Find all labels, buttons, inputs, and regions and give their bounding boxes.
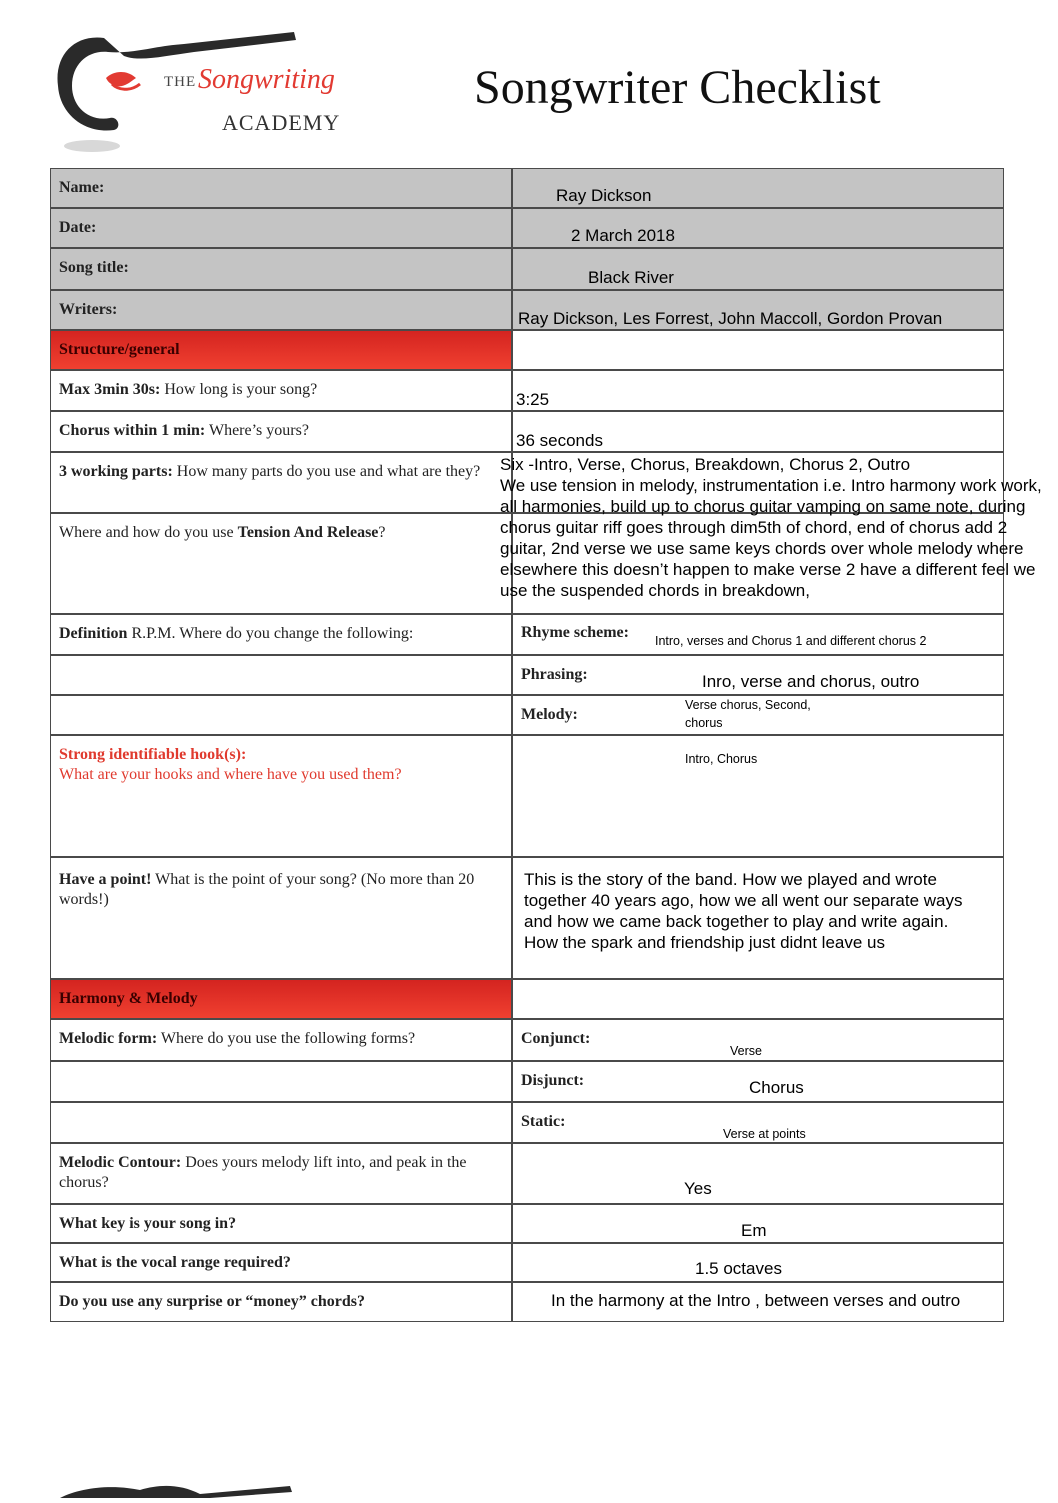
writers-value: Ray Dickson, Les Forrest, John Maccoll, Gordon Provan: [518, 309, 943, 328]
date-value: 2 March 2018: [571, 226, 675, 245]
song-title-value: Black River: [588, 268, 674, 287]
phrasing-value: Inro, verse and chorus, outro: [702, 672, 920, 691]
name-label: Name:: [59, 179, 105, 196]
melodic-contour-value: Yes: [684, 1179, 712, 1198]
tension-post: ?: [378, 524, 386, 541]
name-value: Ray Dickson: [556, 186, 652, 205]
vocal-range-label: What is the vocal range required?: [59, 1254, 291, 1271]
disjunct-row: [50, 1061, 1004, 1102]
tension-pre: Where and how do you use: [59, 524, 238, 541]
hook-title: Strong identifiable hook(s):: [59, 746, 247, 763]
conjunct-label: Conjunct:: [521, 1030, 591, 1047]
conjunct-value: Verse: [730, 1044, 762, 1058]
guitar-logo-fragment-icon: [60, 1484, 300, 1498]
melodic-contour-question: Does yours melody lift into, and peak in the chorus?: [59, 1154, 467, 1191]
harmony-header: Harmony & Melody: [59, 990, 198, 1007]
vocal-range-row: [50, 1243, 1004, 1282]
money-chords-label: Do you use any surprise or “money” chords?: [59, 1293, 365, 1310]
logo-the: THE: [164, 74, 197, 90]
parts-tension-answer: [500, 454, 1056, 601]
song-title-row: [50, 248, 1004, 290]
name-row: [50, 168, 1004, 208]
working-parts-bold: 3 working parts:: [59, 463, 173, 480]
melody-row: [50, 695, 1004, 735]
phrasing-label: Phrasing:: [521, 666, 588, 683]
chorus-time-question: Where’s yours?: [205, 422, 309, 439]
structure-header-row: [50, 330, 1004, 370]
tension-value: We use tension in melody, instrumentation i.e. Intro harmony work work, all harmonies, build up to chorus guitar vamping on same note, during chorus guitar riff goes through dim5th of chord, end of chorus add 2 guitar, 2nd verse we use same keys chords over whole melody where elsewhere this doesn’t happen to make verse 2 have a different feel we use the suspended chords in breakdown,: [500, 476, 1042, 600]
rhyme-value: Intro, verses and Chorus 1 and different chorus 2: [655, 634, 927, 648]
tension-bold: Tension And Release: [237, 524, 379, 541]
hook-value: Intro, Chorus: [685, 752, 758, 766]
point-value: This is the story of the band. How we played and wrote together 40 years ago, how we all went our separate ways and how we came back together to play and write again. How the spark and friendship just didnt leave us: [524, 870, 963, 952]
definition-bold: Definition: [59, 625, 128, 642]
song-length-question: How long is your song?: [160, 381, 318, 398]
disjunct-value: Chorus: [749, 1078, 804, 1097]
song-title-label: Song title:: [59, 259, 129, 276]
page-title: Songwriter Checklist: [474, 61, 881, 114]
money-chords-value: In the harmony at the Intro , between verses and outro: [551, 1291, 961, 1310]
working-parts-question: How many parts do you use and what are they?: [172, 463, 481, 480]
vocal-range-value: 1.5 octaves: [695, 1259, 782, 1278]
static-label: Static:: [521, 1113, 566, 1130]
structure-header: Structure/general: [59, 341, 180, 358]
key-value: Em: [741, 1221, 767, 1240]
logo-academy: ACADEMY: [222, 110, 341, 135]
chorus-time-bold: Chorus within 1 min:: [59, 422, 206, 439]
point-bold: Have a point!: [59, 871, 152, 888]
songwriting-academy-logo: [44, 26, 344, 156]
point-question: What is the point of your song? (No more than 20 words!): [59, 871, 475, 908]
chorus-time-value: 36 seconds: [516, 431, 603, 450]
disjunct-label: Disjunct:: [521, 1072, 585, 1089]
hook-question: What are your hooks and where have you used them?: [59, 766, 402, 783]
date-label: Date:: [59, 219, 97, 236]
working-parts-value: Six -Intro, Verse, Chorus, Breakdown, Chorus 2, Outro: [500, 455, 911, 474]
key-row: [50, 1204, 1004, 1243]
key-label: What key is your song in?: [59, 1215, 237, 1232]
melodic-form-question: Where do you use the following forms?: [157, 1030, 416, 1047]
harmony-header-row: [50, 979, 1004, 1019]
static-row: [50, 1102, 1004, 1143]
song-length-bold: Max 3min 30s:: [59, 381, 161, 398]
melodic-contour-row: [50, 1143, 1004, 1204]
writers-label: Writers:: [59, 301, 118, 318]
melodic-form-row: [50, 1019, 1004, 1061]
melody-label: Melody:: [521, 706, 578, 723]
rhyme-label: Rhyme scheme:: [521, 624, 629, 641]
melody-value-line2: chorus: [685, 716, 723, 730]
melody-value-line1: Verse chorus, Second,: [685, 698, 811, 712]
logo-songwriting: Songwriting: [198, 64, 335, 95]
melodic-form-bold: Melodic form:: [59, 1030, 158, 1047]
definition-question: R.P.M. Where do you change the following:: [127, 625, 414, 642]
melodic-contour-bold: Melodic Contour:: [59, 1154, 182, 1171]
song-length-value: 3:25: [516, 390, 550, 409]
static-value: Verse at points: [723, 1127, 806, 1141]
next-page-logo-fragment: [60, 1484, 300, 1498]
date-row: [50, 208, 1004, 248]
hooks-row: [50, 735, 1004, 857]
